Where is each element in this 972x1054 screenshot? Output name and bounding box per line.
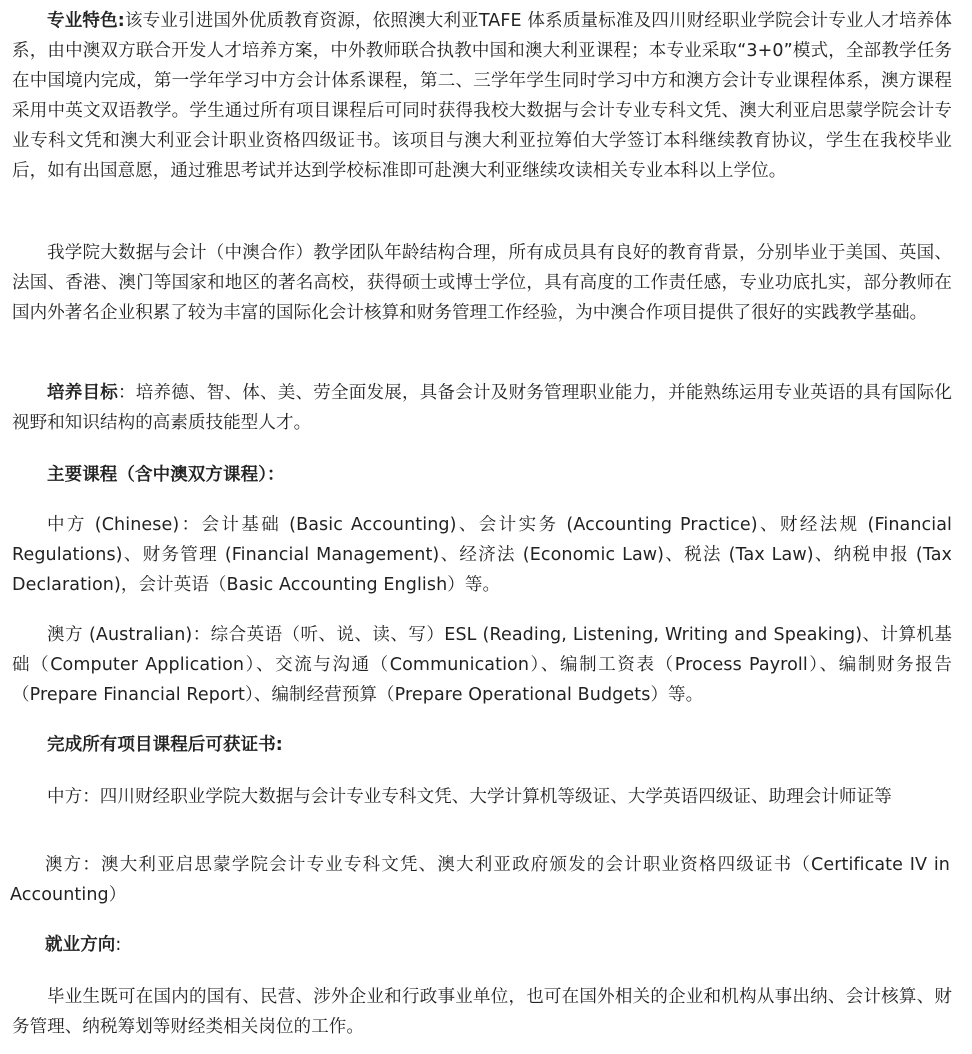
career-heading: 就业方向	[45, 935, 116, 955]
team-paragraph: 我学院大数据与会计（中澳合作）教学团队年龄结构合理，所有成员具有良好的教育背景，分别毕业于美国、英国、法国、香港、澳门等国家和地区的著名高校，获得硕士或博士学位，具有高度的工作责任感，专业功底扎实，部分教师在国内外著名企业积累了较为丰富的国际化会计核算和财务管理工作经验，为中澳合作项目提供了很好的实践教学基础。	[12, 243, 952, 323]
career-paragraph: 毕业生既可在国内的国有、民营、涉外企业和行政事业单位，也可在国外相关的企业和机构从事出纳、会计核算、财务管理、纳税筹划等财经类相关岗位的工作。	[12, 987, 952, 1037]
certificates-australian-paragraph: 澳方：澳大利亚启思蒙学院会计专业专科文凭、澳大利亚政府颁发的会计职业资格四级证书（Certificate IV in Accounting）	[10, 855, 950, 905]
career-heading-suffix: :	[115, 935, 122, 955]
courses-chinese-paragraph: 中方 (Chinese)：会计基础 (Basic Accounting)、会计实务 (Accounting Practice)、财经法规 (Financial Regulations)、财务管理 (Financial Management)、经济法 (Economic Law)、税法 (Tax Law)、纳税申报 (Tax Declaration)，会计英语（Basic Accounting English）等。	[12, 515, 952, 595]
career-heading-line	[10, 930, 950, 960]
intro-paragraph	[12, 6, 952, 186]
intro-text: 该专业引进国外优质教育资源，依照澳大利亚TAFE 体系质量标准及四川财经职业学院会计专业人才培养体系，由中澳双方联合开发人才培养方案，中外教师联合执教中国和澳大利亚课程；本专业采取“3+0”模式，全部教学任务在中国境内完成，第一学年学习中方会计体系课程，第二、三学年学生同时学习中方和澳方会计专业课程体系，澳方课程采用中英文双语教学。学生通过所有项目课程后可同时获得我校大数据与会计专业专科文凭、澳大利亚启思蒙学院会计专业专科文凭和澳大利亚会计职业资格四级证书。该项目与澳大利亚拉筹伯大学签订本科继续教育协议，学生在我校毕业后，如有出国意愿，通过雅思考试并达到学校标准即可赴澳大利亚继续攻读相关专业本科以上学位。	[12, 11, 952, 181]
certificates-chinese-paragraph: 中方：四川财经职业学院大数据与会计专业专科文凭、大学计算机等级证、大学英语四级证、助理会计师证等	[47, 787, 892, 807]
intro-heading: 专业特色:	[47, 11, 125, 31]
goal-heading: 培养目标	[47, 383, 118, 403]
courses-australian-paragraph: 澳方 (Australian)：综合英语（听、说、读、写）ESL (Reading, Listening, Writing and Speaking)、计算机基础（Computer Application）、交流与沟通（Communication）、编制工资表（Process Payroll）、编制财务报告（Prepare Financial Report）、编制经营预算（Prepare Operational Budgets）等。	[12, 625, 952, 705]
goal-text: ：培养德、智、体、美、劳全面发展，具备会计及财务管理职业能力，并能熟练运用专业英语的具有国际化视野和知识结构的高素质技能型人才。	[12, 383, 952, 433]
certificates-heading: 完成所有项目课程后可获证书:	[47, 735, 283, 755]
courses-heading: 主要课程（含中澳双方课程）：	[47, 465, 285, 485]
goal-paragraph	[12, 378, 952, 438]
